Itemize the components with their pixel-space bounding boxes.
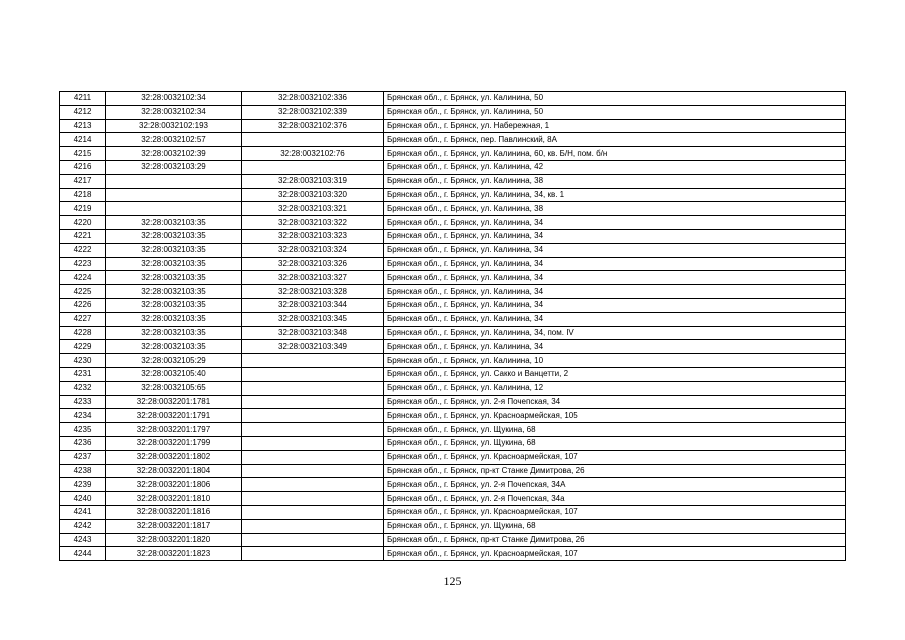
row-number-cell: 4243 — [60, 533, 106, 547]
parent-cadastral-number-cell: 32:28:0032102:39 — [106, 147, 242, 161]
cadastral-number-cell — [242, 367, 384, 381]
address-cell: Брянская обл., г. Брянск, ул. Сакко и Ванцетти, 2 — [384, 367, 846, 381]
row-number-cell: 4212 — [60, 105, 106, 119]
parent-cadastral-number-cell: 32:28:0032103:35 — [106, 340, 242, 354]
address-cell: Брянская обл., г. Брянск, ул. Красноармейская, 107 — [384, 450, 846, 464]
table-row — [60, 216, 846, 230]
address-cell: Брянская обл., г. Брянск, ул. Калинина, 42 — [384, 160, 846, 174]
address-cell: Брянская обл., г. Брянск, ул. Калинина, 38 — [384, 202, 846, 216]
parent-cadastral-number-cell: 32:28:0032201:1820 — [106, 533, 242, 547]
address-cell: Брянская обл., г. Брянск, ул. Калинина, 34, пом. IV — [384, 326, 846, 340]
cadastral-number-cell: 32:28:0032103:345 — [242, 312, 384, 326]
cadastral-number-cell: 32:28:0032103:322 — [242, 216, 384, 230]
cadastral-number-cell — [242, 533, 384, 547]
address-cell: Брянская обл., г. Брянск, ул. Калинина, 34 — [384, 216, 846, 230]
table-row — [60, 367, 846, 381]
parent-cadastral-number-cell: 32:28:0032103:35 — [106, 285, 242, 299]
row-number-cell: 4229 — [60, 340, 106, 354]
parent-cadastral-number-cell: 32:28:0032103:35 — [106, 257, 242, 271]
cadastral-number-cell: 32:28:0032102:376 — [242, 119, 384, 133]
parent-cadastral-number-cell: 32:28:0032102:57 — [106, 133, 242, 147]
parent-cadastral-number-cell: 32:28:0032103:29 — [106, 160, 242, 174]
table-body — [60, 92, 846, 561]
row-number-cell: 4236 — [60, 436, 106, 450]
table-row — [60, 381, 846, 395]
address-cell: Брянская обл., г. Брянск, ул. Щукина, 68 — [384, 519, 846, 533]
cadastral-number-cell: 32:28:0032103:320 — [242, 188, 384, 202]
parent-cadastral-number-cell: 32:28:0032103:35 — [106, 298, 242, 312]
table-row — [60, 188, 846, 202]
address-cell: Брянская обл., г. Брянск, ул. Калинина, 38 — [384, 174, 846, 188]
cadastral-number-cell: 32:28:0032103:344 — [242, 298, 384, 312]
address-cell: Брянская обл., г. Брянск, ул. Калинина, 60, кв. Б/Н, пом. б/н — [384, 147, 846, 161]
row-number-cell: 4223 — [60, 257, 106, 271]
table-row — [60, 519, 846, 533]
cadastral-number-cell: 32:28:0032103:321 — [242, 202, 384, 216]
table-row — [60, 547, 846, 561]
table-row — [60, 285, 846, 299]
table-row — [60, 202, 846, 216]
table-row — [60, 229, 846, 243]
parent-cadastral-number-cell: 32:28:0032201:1817 — [106, 519, 242, 533]
address-cell: Брянская обл., г. Брянск, пер. Павлинский, 8А — [384, 133, 846, 147]
cadastral-number-cell — [242, 436, 384, 450]
table-row — [60, 326, 846, 340]
parent-cadastral-number-cell: 32:28:0032103:35 — [106, 216, 242, 230]
address-cell: Брянская обл., г. Брянск, ул. Красноармейская, 107 — [384, 505, 846, 519]
cadastral-number-cell: 32:28:0032103:327 — [242, 271, 384, 285]
table-row — [60, 119, 846, 133]
row-number-cell: 4232 — [60, 381, 106, 395]
row-number-cell: 4238 — [60, 464, 106, 478]
cadastral-number-cell — [242, 547, 384, 561]
table-row — [60, 312, 846, 326]
cadastral-number-cell: 32:28:0032103:348 — [242, 326, 384, 340]
row-number-cell: 4225 — [60, 285, 106, 299]
table-row — [60, 298, 846, 312]
cadastral-number-cell: 32:28:0032103:328 — [242, 285, 384, 299]
cadastral-number-cell — [242, 464, 384, 478]
cadastral-number-cell: 32:28:0032102:76 — [242, 147, 384, 161]
cadastral-number-cell: 32:28:0032103:349 — [242, 340, 384, 354]
address-cell: Брянская обл., г. Брянск, ул. Калинина, 34 — [384, 312, 846, 326]
address-cell: Брянская обл., г. Брянск, ул. 2-я Почепская, 34а — [384, 492, 846, 506]
table-row — [60, 492, 846, 506]
address-cell: Брянская обл., г. Брянск, ул. Калинина, 34 — [384, 340, 846, 354]
cadastral-number-cell — [242, 450, 384, 464]
table-row — [60, 464, 846, 478]
page-number: 125 — [443, 574, 462, 588]
address-cell: Брянская обл., г. Брянск, ул. Калинина, 34 — [384, 257, 846, 271]
parent-cadastral-number-cell: 32:28:0032201:1816 — [106, 505, 242, 519]
table-row — [60, 409, 846, 423]
parent-cadastral-number-cell: 32:28:0032105:65 — [106, 381, 242, 395]
row-number-cell: 4224 — [60, 271, 106, 285]
address-cell: Брянская обл., г. Брянск, ул. Калинина, 34, кв. 1 — [384, 188, 846, 202]
cadastral-number-cell — [242, 478, 384, 492]
cadastral-number-cell — [242, 354, 384, 368]
cadastral-number-cell: 32:28:0032103:319 — [242, 174, 384, 188]
table-row — [60, 505, 846, 519]
address-cell: Брянская обл., г. Брянск, пр-кт Станке Димитрова, 26 — [384, 533, 846, 547]
row-number-cell: 4219 — [60, 202, 106, 216]
parent-cadastral-number-cell: 32:28:0032201:1797 — [106, 423, 242, 437]
parent-cadastral-number-cell: 32:28:0032201:1781 — [106, 395, 242, 409]
table-row — [60, 423, 846, 437]
parent-cadastral-number-cell: 32:28:0032103:35 — [106, 243, 242, 257]
cadastral-number-cell — [242, 160, 384, 174]
table-row — [60, 450, 846, 464]
parent-cadastral-number-cell: 32:28:0032201:1806 — [106, 478, 242, 492]
address-cell: Брянская обл., г. Брянск, ул. Калинина, 34 — [384, 243, 846, 257]
parent-cadastral-number-cell: 32:28:0032201:1823 — [106, 547, 242, 561]
table-row — [60, 340, 846, 354]
cadastral-number-cell — [242, 133, 384, 147]
row-number-cell: 4211 — [60, 92, 106, 106]
address-cell: Брянская обл., г. Брянск, ул. Калинина, 12 — [384, 381, 846, 395]
cadastral-number-cell — [242, 381, 384, 395]
cadastral-number-cell: 32:28:0032102:339 — [242, 105, 384, 119]
cadastral-number-cell — [242, 409, 384, 423]
address-cell: Брянская обл., г. Брянск, ул. Красноармейская, 105 — [384, 409, 846, 423]
address-cell: Брянская обл., г. Брянск, ул. Калинина, 34 — [384, 229, 846, 243]
address-cell: Брянская обл., г. Брянск, ул. Щукина, 68 — [384, 423, 846, 437]
parent-cadastral-number-cell: 32:28:0032102:34 — [106, 92, 242, 106]
address-cell: Брянская обл., г. Брянск, ул. Калинина, 34 — [384, 298, 846, 312]
row-number-cell: 4217 — [60, 174, 106, 188]
address-cell: Брянская обл., г. Брянск, ул. Калинина, 10 — [384, 354, 846, 368]
row-number-cell: 4216 — [60, 160, 106, 174]
parent-cadastral-number-cell: 32:28:0032201:1804 — [106, 464, 242, 478]
parent-cadastral-number-cell: 32:28:0032105:40 — [106, 367, 242, 381]
address-cell: Брянская обл., г. Брянск, ул. 2-я Почепская, 34 — [384, 395, 846, 409]
cadastral-number-cell: 32:28:0032103:323 — [242, 229, 384, 243]
parent-cadastral-number-cell: 32:28:0032201:1810 — [106, 492, 242, 506]
address-cell: Брянская обл., г. Брянск, ул. Красноармейская, 107 — [384, 547, 846, 561]
cadastral-number-cell — [242, 492, 384, 506]
registry-table — [59, 91, 846, 561]
address-cell: Брянская обл., г. Брянск, пр-кт Станке Димитрова, 26 — [384, 464, 846, 478]
address-cell: Брянская обл., г. Брянск, ул. Калинина, 50 — [384, 105, 846, 119]
row-number-cell: 4244 — [60, 547, 106, 561]
parent-cadastral-number-cell: 32:28:0032201:1802 — [106, 450, 242, 464]
row-number-cell: 4215 — [60, 147, 106, 161]
table-row — [60, 354, 846, 368]
parent-cadastral-number-cell: 32:28:0032103:35 — [106, 271, 242, 285]
table-row — [60, 105, 846, 119]
table-row — [60, 133, 846, 147]
row-number-cell: 4218 — [60, 188, 106, 202]
row-number-cell: 4221 — [60, 229, 106, 243]
row-number-cell: 4222 — [60, 243, 106, 257]
parent-cadastral-number-cell: 32:28:0032102:34 — [106, 105, 242, 119]
cadastral-number-cell: 32:28:0032103:324 — [242, 243, 384, 257]
cadastral-number-cell — [242, 505, 384, 519]
address-cell: Брянская обл., г. Брянск, ул. Щукина, 68 — [384, 436, 846, 450]
address-cell: Брянская обл., г. Брянск, ул. 2-я Почепская, 34А — [384, 478, 846, 492]
parent-cadastral-number-cell: 32:28:0032103:35 — [106, 312, 242, 326]
address-cell: Брянская обл., г. Брянск, ул. Калинина, 34 — [384, 271, 846, 285]
parent-cadastral-number-cell: 32:28:0032102:193 — [106, 119, 242, 133]
parent-cadastral-number-cell: 32:28:0032103:35 — [106, 229, 242, 243]
table-row — [60, 243, 846, 257]
table-row — [60, 533, 846, 547]
row-number-cell: 4237 — [60, 450, 106, 464]
address-cell: Брянская обл., г. Брянск, ул. Калинина, 34 — [384, 285, 846, 299]
row-number-cell: 4234 — [60, 409, 106, 423]
row-number-cell: 4220 — [60, 216, 106, 230]
row-number-cell: 4213 — [60, 119, 106, 133]
cadastral-number-cell — [242, 519, 384, 533]
table-row — [60, 174, 846, 188]
parent-cadastral-number-cell — [106, 174, 242, 188]
parent-cadastral-number-cell: 32:28:0032201:1799 — [106, 436, 242, 450]
row-number-cell: 4228 — [60, 326, 106, 340]
row-number-cell: 4226 — [60, 298, 106, 312]
row-number-cell: 4241 — [60, 505, 106, 519]
parent-cadastral-number-cell — [106, 188, 242, 202]
row-number-cell: 4214 — [60, 133, 106, 147]
table-row — [60, 160, 846, 174]
parent-cadastral-number-cell: 32:28:0032105:29 — [106, 354, 242, 368]
table-row — [60, 271, 846, 285]
table-row — [60, 92, 846, 106]
cadastral-number-cell — [242, 423, 384, 437]
cadastral-number-cell — [242, 395, 384, 409]
parent-cadastral-number-cell: 32:28:0032103:35 — [106, 326, 242, 340]
table-row — [60, 436, 846, 450]
cadastral-number-cell: 32:28:0032103:326 — [242, 257, 384, 271]
cadastral-number-cell: 32:28:0032102:336 — [242, 92, 384, 106]
row-number-cell: 4242 — [60, 519, 106, 533]
row-number-cell: 4227 — [60, 312, 106, 326]
address-cell: Брянская обл., г. Брянск, ул. Набережная, 1 — [384, 119, 846, 133]
parent-cadastral-number-cell: 32:28:0032201:1791 — [106, 409, 242, 423]
table-row — [60, 257, 846, 271]
row-number-cell: 4235 — [60, 423, 106, 437]
row-number-cell: 4240 — [60, 492, 106, 506]
row-number-cell: 4233 — [60, 395, 106, 409]
row-number-cell: 4231 — [60, 367, 106, 381]
row-number-cell: 4230 — [60, 354, 106, 368]
address-cell: Брянская обл., г. Брянск, ул. Калинина, 50 — [384, 92, 846, 106]
table-row — [60, 147, 846, 161]
row-number-cell: 4239 — [60, 478, 106, 492]
parent-cadastral-number-cell — [106, 202, 242, 216]
table-row — [60, 395, 846, 409]
table-row — [60, 478, 846, 492]
